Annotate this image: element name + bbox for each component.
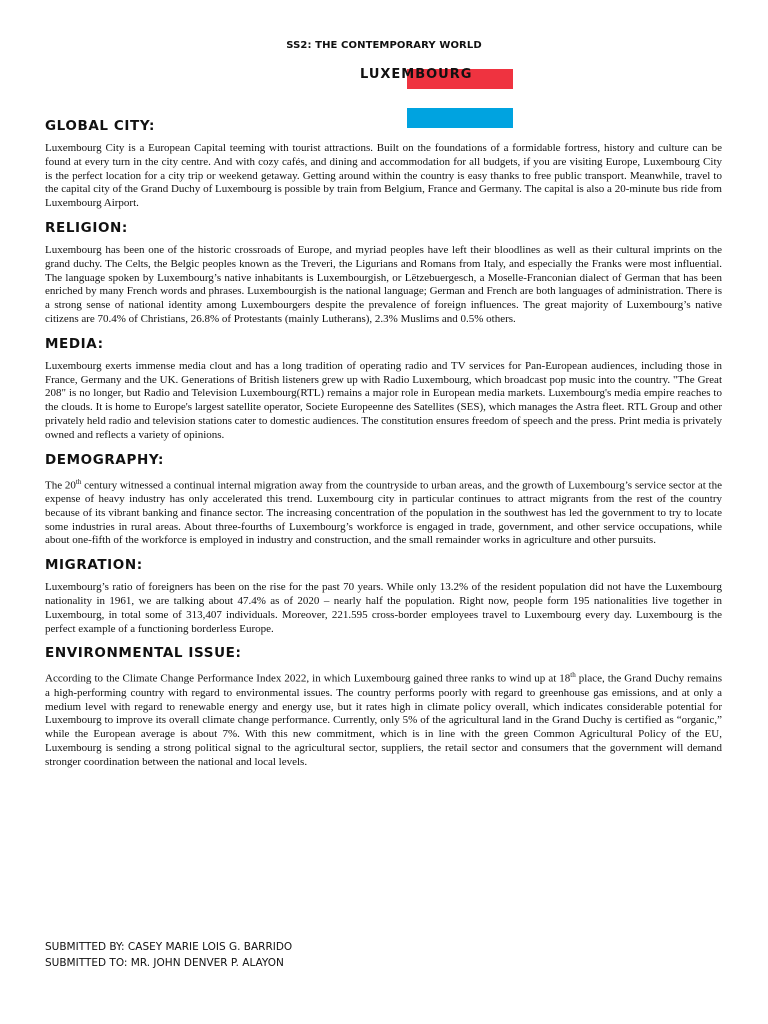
submitted-by: SUBMITTED BY: CASEY MARIE LOIS G. BARRIDO [45,941,293,953]
superscript: th [75,477,82,486]
section-heading: RELIGION: [45,219,128,236]
paragraph-text: century witnessed a continual internal migration away from the countryside to urban areas, and the growth of Luxembourg’s service sector at the expense of heavy industry has only accelerated this trend. Luxembourg city in particular continues to attract migrants from the rest of the country because of its vibrant banking and finance sector. The increasing concentration of the population in the southwest has led the government to try to locate some industries in rural areas. About three-fourths of Luxembourg’s workforce is engaged in trade, government, and other service occupations, while about one-fifth of the workforce is employed in industry and construction, and the small remainder works in agriculture and other pursuits. [45,479,722,547]
section-paragraph: Luxembourg exerts immense media clout and has a long tradition of operating radio and TV services for Pan-European audiences, including those in France, Germany and the UK. Generations of British listeners grew up with Radio Luxembourg, which broadcast pop music into the country. "The Great 208" is no longer, but Radio and Television Luxembourg(RTL) remains a major role in European media markets. Luxembourg's media empire reaches to the clouds. It is home to Europe's largest satellite operator, Societe Europeenne des Satellites (SES), which manages the Astra fleet. RTL Group and other privately held radio and television stations cater to domestic audiences. The constitution ensures freedom of speech and the press. Print media is privately owned and reflects a variety of opinions. [45,359,722,441]
section-paragraph [45,669,722,769]
section-demography [45,452,722,549]
superscript: th [570,671,576,680]
section-media [45,336,722,443]
section-paragraph: Luxembourg City is a European Capital teeming with tourist attractions. Built on the foundations of a formidable fortress, history and culture can be found at every turn in the city centre. And with cozy cafés, and dining and accommodation for all budgets, if you are visiting Europe, Luxembourg City is the perfect location for a city trip or weekend getaway. Getting around within the country is easy thanks to free public transport. Meanwhile, travel to the capital city of the Grand Duchy of Luxembourg is possible by train from Belgium, France and Germany. The capital is also a 20-minute bus ride from Luxembourg Airport. [45,142,722,210]
section-religion [45,220,722,327]
paragraph-text: The 20 [45,479,76,492]
section-heading: ENVIRONMENTAL ISSUE: [45,645,242,662]
country-title: LUXEMBOURG [360,67,473,82]
section-global-city [45,118,722,211]
section-heading: GLOBAL CITY: [45,118,156,134]
submission-footer [45,940,292,971]
section-heading: MEDIA: [45,335,104,352]
section-paragraph: Luxembourg has been one of the historic crossroads of Europe, and myriad peoples have left their bloodlines as well as their cultural imprints on the grand duchy. The Celts, the Belgic peoples known as the Treveri, the Ligurians and Romans from Italy, and especially the Franks were most influential. The language spoken by Luxembourg’s native inhabitants is Luxembourgish, or Lëtzebuergesch, a Moselle-Franconian dialect of German that has been enriched by many French words and phrases. Luxembourgish is the national language; German and French are both languages of administration. There is a strong sense of national identity among Luxembourgers despite the prevalence of foreign influences. The great majority of Luxembourg’s native citizens are 70.4% of Christians, 26.8% of Protestants (mainly Lutherans), 2.3% Muslims and 0.5% others. [45,243,722,325]
section-heading: MIGRATION: [45,557,143,574]
submitted-to: SUBMITTED TO: MR. JOHN DENVER P. ALAYON [45,956,284,969]
section-environment [45,645,722,769]
section-heading: DEMOGRAPHY: [45,451,165,468]
section-migration [45,557,722,636]
document-body [45,118,722,779]
section-paragraph: Luxembourg’s ratio of foreigners has been on the rise for the past 70 years. While only 13.2% of the resident population did not have the Luxembourg nationality in 1961, we are talking about 47.4% as of 2020 – nearly half the population. Right now, people form 195 nationalities live together in Luxembourg, in total some of 313,407 individuals. Moreover, 221.595 cross-border employees travel to Luxembourg every day. Luxembourg is the perfect example of a functioning borderless Europe. [45,581,722,635]
course-title: SS2: THE CONTEMPORARY WORLD [286,40,482,51]
section-paragraph [45,476,722,549]
paragraph-text: According to the Climate Change Performance Index 2022, in which Luxembourg gained three ranks to wind up at 18 [45,673,571,686]
paragraph-text: place, the Grand Duchy remains a high-performing country with regard to environmental issues. The country performs poorly with regard to greenhouse gas emissions, and at only a medium level with regard to renewable energy and energy use, but it rates high in climate policy overall, which indicates considerable potential for Luxembourg to improve its overall climate change performance. Currently, only 5% of the agricultural land in the Grand Duchy is certified as “organic,” while the European average is about 7%. With this new commitment, which is in line with the green Common Agricultural Policy of the EU, Luxembourg is sending a strong political signal to the agricultural sector, suppliers, the retail sector and consumers that the government will demand stronger coordination between the national and local levels. [45,673,722,768]
